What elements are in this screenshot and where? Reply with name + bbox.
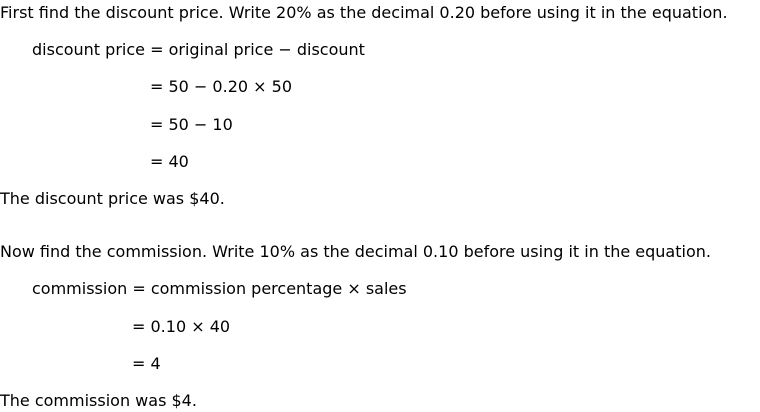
discount-equation-rhs: = original price − discount <box>150 40 365 59</box>
commission-equation-lhs: commission <box>32 279 128 298</box>
commission-conclusion-text: The commission was $4. <box>0 391 197 410</box>
discount-step-1: = 50 − 0.20 × 50 <box>150 77 292 96</box>
discount-conclusion-text: The discount price was $40. <box>0 189 225 208</box>
commission-step-2: = 4 <box>132 354 161 373</box>
discount-intro-text: First find the discount price. Write 20% as the decimal 0.20 before using it in the equation. <box>0 3 728 22</box>
discount-equation <box>32 40 365 60</box>
discount-equation-lhs: discount price <box>32 40 145 59</box>
commission-step-1: = 0.10 × 40 <box>132 317 231 336</box>
commission-equation <box>32 279 407 299</box>
discount-step-3: = 40 <box>150 152 189 171</box>
discount-step-2: = 50 − 10 <box>150 115 233 134</box>
commission-intro-text: Now find the commission. Write 10% as the decimal 0.10 before using it in the equation. <box>0 242 711 261</box>
commission-equation-rhs: = commission percentage × sales <box>132 279 407 298</box>
